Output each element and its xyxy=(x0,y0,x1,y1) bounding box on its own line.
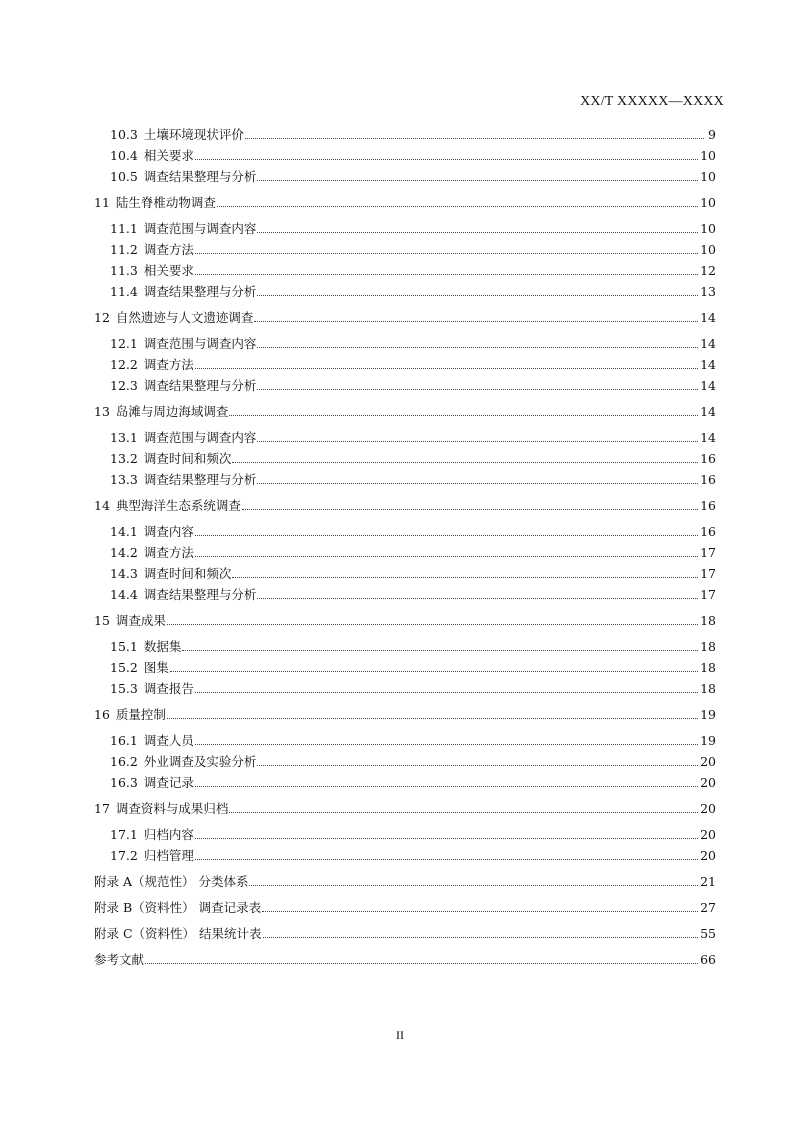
toc-leader-dots xyxy=(229,812,698,813)
toc-entry-title: 附录 B（资料性） 调查记录表 xyxy=(94,900,262,915)
toc-leader-dots xyxy=(195,253,698,254)
toc-entry[interactable] xyxy=(94,281,716,302)
toc-entry-number: 16.3 xyxy=(110,775,138,790)
toc-entry-title: 附录 C（资料性） 结果统计表 xyxy=(94,926,262,941)
toc-entry-title: 调查成果 xyxy=(115,613,166,628)
toc-entry-title: 岛滩与周边海域调查 xyxy=(115,404,229,419)
toc-entry-page: 16 xyxy=(700,472,716,487)
toc-entry-page: 21 xyxy=(700,874,716,889)
toc-leader-dots xyxy=(257,765,698,766)
toc-entry[interactable] xyxy=(94,871,716,892)
toc-leader-dots xyxy=(254,321,698,322)
toc-entry[interactable] xyxy=(94,448,716,469)
toc-leader-dots xyxy=(257,295,698,296)
toc-entry[interactable] xyxy=(94,923,716,944)
toc-entry[interactable] xyxy=(94,354,716,375)
toc-entry-page: 20 xyxy=(700,848,716,863)
toc-entry-title: 附录 A（规范性） 分类体系 xyxy=(94,874,249,889)
toc-leader-dots xyxy=(195,744,698,745)
toc-entry-page: 66 xyxy=(700,952,716,967)
toc-leader-dots xyxy=(195,838,698,839)
toc-leader-dots xyxy=(257,483,698,484)
toc-leader-dots xyxy=(232,577,698,578)
toc-entry-title: 调查结果整理与分析 xyxy=(143,169,257,184)
toc-entry-title: 归档内容 xyxy=(143,827,194,842)
toc-leader-dots xyxy=(195,859,698,860)
toc-entry-title: 调查资料与成果归档 xyxy=(115,801,229,816)
toc-entry-page: 20 xyxy=(700,801,716,816)
toc-entry[interactable] xyxy=(94,239,716,260)
toc-entry-title: 归档管理 xyxy=(143,848,194,863)
toc-entry-title: 调查结果整理与分析 xyxy=(143,284,257,299)
toc-entry[interactable] xyxy=(94,704,716,725)
toc-leader-dots xyxy=(167,718,698,719)
toc-entry-page: 18 xyxy=(700,681,716,696)
toc-entry-page: 16 xyxy=(700,451,716,466)
toc-entry[interactable] xyxy=(94,166,716,187)
toc-entry-page: 17 xyxy=(700,566,716,581)
toc-leader-dots xyxy=(257,389,698,390)
toc-entry-page: 14 xyxy=(700,310,716,325)
toc-entry-number: 13.3 xyxy=(110,472,138,487)
toc-entry-number: 15.3 xyxy=(110,681,138,696)
toc-entry-title: 调查人员 xyxy=(143,733,194,748)
toc-entry[interactable] xyxy=(94,845,716,866)
toc-entry-number: 11.3 xyxy=(110,263,138,278)
toc-entry[interactable] xyxy=(94,260,716,281)
toc-entry[interactable] xyxy=(94,636,716,657)
toc-entry[interactable] xyxy=(94,333,716,354)
toc-leader-dots xyxy=(217,206,698,207)
toc-entry-page: 14 xyxy=(700,336,716,351)
toc-entry-number: 14 xyxy=(94,498,110,513)
toc-entry-title: 调查方法 xyxy=(143,545,194,560)
toc-entry-title: 参考文献 xyxy=(94,952,145,967)
toc-entry-title: 调查方法 xyxy=(143,242,194,257)
toc-entry-page: 12 xyxy=(700,263,716,278)
toc-entry-page: 10 xyxy=(700,169,716,184)
toc-leader-dots xyxy=(232,462,698,463)
toc-entry-title: 调查范围与调查内容 xyxy=(143,336,257,351)
toc-entry-number: 15 xyxy=(94,613,110,628)
toc-leader-dots xyxy=(195,368,698,369)
toc-entry-title: 外业调查及实验分析 xyxy=(143,754,257,769)
toc-leader-dots xyxy=(195,556,698,557)
toc-leader-dots xyxy=(263,937,699,938)
toc-entry-number: 16 xyxy=(94,707,110,722)
toc-entry-number: 13 xyxy=(94,404,110,419)
toc-entry-title: 数据集 xyxy=(143,639,182,654)
toc-entry-number: 12.1 xyxy=(110,336,138,351)
toc-entry-title: 图集 xyxy=(143,660,169,675)
toc-leader-dots xyxy=(195,535,698,536)
toc-entry-page: 14 xyxy=(700,430,716,445)
toc-leader-dots xyxy=(257,441,698,442)
toc-entry-page: 20 xyxy=(700,754,716,769)
toc-entry-page: 20 xyxy=(700,775,716,790)
toc-entry-number: 16.2 xyxy=(110,754,138,769)
toc-entry-number: 12.3 xyxy=(110,378,138,393)
toc-entry-page: 17 xyxy=(700,545,716,560)
toc-entry-page: 27 xyxy=(700,900,716,915)
toc-leader-dots xyxy=(257,180,698,181)
toc-entry-title: 调查报告 xyxy=(143,681,194,696)
toc-entry-number: 14.1 xyxy=(110,524,138,539)
toc-leader-dots xyxy=(257,598,698,599)
toc-entry[interactable] xyxy=(94,949,716,970)
toc-leader-dots xyxy=(249,885,698,886)
toc-entry-title: 质量控制 xyxy=(115,707,166,722)
toc-entry-title: 调查方法 xyxy=(143,357,194,372)
toc-entry-title: 调查结果整理与分析 xyxy=(143,378,257,393)
toc-entry-title: 土壤环境现状评价 xyxy=(143,127,244,142)
toc-entry[interactable] xyxy=(94,495,716,516)
toc-entry-page: 10 xyxy=(700,195,716,210)
toc-entry-title: 典型海洋生态系统调查 xyxy=(115,498,241,513)
toc-entry-page: 16 xyxy=(700,524,716,539)
toc-entry-number: 14.3 xyxy=(110,566,138,581)
toc-entry-page: 10 xyxy=(700,221,716,236)
toc-entry[interactable] xyxy=(94,584,716,605)
toc-entry-page: 9 xyxy=(708,127,716,142)
toc-leader-dots xyxy=(242,509,698,510)
toc-entry[interactable] xyxy=(94,563,716,584)
toc-entry-page: 18 xyxy=(700,660,716,675)
toc-entry-title: 调查结果整理与分析 xyxy=(143,587,257,602)
toc-entry-number: 15.1 xyxy=(110,639,138,654)
toc-leader-dots xyxy=(262,911,698,912)
toc-entry-number: 15.2 xyxy=(110,660,138,675)
toc-entry-page: 14 xyxy=(700,404,716,419)
toc-entry[interactable] xyxy=(94,427,716,448)
toc-entry-page: 10 xyxy=(700,148,716,163)
toc-entry-title: 自然遗迹与人文遗迹调查 xyxy=(115,310,254,325)
toc-leader-dots xyxy=(229,415,698,416)
toc-entry-number: 14.2 xyxy=(110,545,138,560)
toc-leader-dots xyxy=(195,159,698,160)
toc-entry-page: 16 xyxy=(700,498,716,513)
toc-entry-page: 13 xyxy=(700,284,716,299)
toc-entry[interactable] xyxy=(94,469,716,490)
toc-entry-number: 11 xyxy=(94,195,110,210)
toc-leader-dots xyxy=(195,274,698,275)
toc-entry-number: 11.4 xyxy=(110,284,138,299)
toc-entry-number: 17 xyxy=(94,801,110,816)
toc-entry-number: 16.1 xyxy=(110,733,138,748)
toc-leader-dots xyxy=(182,650,698,651)
toc-entry-page: 20 xyxy=(700,827,716,842)
table-of-contents xyxy=(94,124,716,970)
toc-entry-page: 55 xyxy=(700,926,716,941)
toc-entry-number: 17.1 xyxy=(110,827,138,842)
toc-entry-page: 19 xyxy=(700,733,716,748)
toc-entry[interactable] xyxy=(94,218,716,239)
toc-entry-title: 调查结果整理与分析 xyxy=(143,472,257,487)
toc-entry-number: 10.5 xyxy=(110,169,138,184)
toc-leader-dots xyxy=(170,671,698,672)
toc-entry-page: 17 xyxy=(700,587,716,602)
toc-entry[interactable] xyxy=(94,375,716,396)
standard-code-header: XX/T XXXXX—XXXX xyxy=(580,94,724,109)
toc-entry-title: 陆生脊椎动物调查 xyxy=(115,195,216,210)
toc-entry-number: 12 xyxy=(94,310,110,325)
toc-leader-dots xyxy=(195,786,698,787)
toc-entry[interactable] xyxy=(94,657,716,678)
toc-entry[interactable] xyxy=(94,772,716,793)
toc-leader-dots xyxy=(257,232,698,233)
toc-entry-title: 调查内容 xyxy=(143,524,194,539)
toc-entry-page: 18 xyxy=(700,613,716,628)
toc-entry[interactable] xyxy=(94,678,716,699)
toc-entry[interactable] xyxy=(94,307,716,328)
toc-entry-title: 相关要求 xyxy=(143,263,194,278)
toc-leader-dots xyxy=(145,963,698,964)
toc-entry[interactable] xyxy=(94,521,716,542)
toc-leader-dots xyxy=(167,624,698,625)
toc-entry-page: 18 xyxy=(700,639,716,654)
toc-entry[interactable] xyxy=(94,401,716,422)
toc-entry-page: 19 xyxy=(700,707,716,722)
toc-entry[interactable] xyxy=(94,145,716,166)
toc-entry-number: 10.4 xyxy=(110,148,138,163)
toc-entry-number: 13.1 xyxy=(110,430,138,445)
toc-entry[interactable] xyxy=(94,610,716,631)
page-number: II xyxy=(396,1028,404,1042)
toc-entry[interactable] xyxy=(94,542,716,563)
toc-entry-number: 12.2 xyxy=(110,357,138,372)
toc-entry[interactable] xyxy=(94,897,716,918)
toc-entry-number: 14.4 xyxy=(110,587,138,602)
toc-entry-page: 14 xyxy=(700,378,716,393)
toc-leader-dots xyxy=(245,138,704,139)
toc-entry-title: 调查记录 xyxy=(143,775,194,790)
toc-entry[interactable] xyxy=(94,730,716,751)
toc-entry[interactable] xyxy=(94,824,716,845)
toc-leader-dots xyxy=(257,347,698,348)
toc-entry-number: 10.3 xyxy=(110,127,138,142)
toc-entry-number: 11.2 xyxy=(110,242,138,257)
toc-entry-page: 10 xyxy=(700,242,716,257)
toc-entry[interactable] xyxy=(94,192,716,213)
toc-entry-number: 17.2 xyxy=(110,848,138,863)
toc-entry[interactable] xyxy=(94,124,716,145)
toc-entry-title: 调查范围与调查内容 xyxy=(143,221,257,236)
toc-leader-dots xyxy=(195,692,698,693)
toc-entry-number: 11.1 xyxy=(110,221,138,236)
toc-entry-number: 13.2 xyxy=(110,451,138,466)
toc-entry-page: 14 xyxy=(700,357,716,372)
toc-entry[interactable] xyxy=(94,798,716,819)
toc-entry-title: 调查时间和频次 xyxy=(143,566,232,581)
toc-entry-title: 相关要求 xyxy=(143,148,194,163)
toc-entry-title: 调查范围与调查内容 xyxy=(143,430,257,445)
toc-entry[interactable] xyxy=(94,751,716,772)
toc-entry-title: 调查时间和频次 xyxy=(143,451,232,466)
